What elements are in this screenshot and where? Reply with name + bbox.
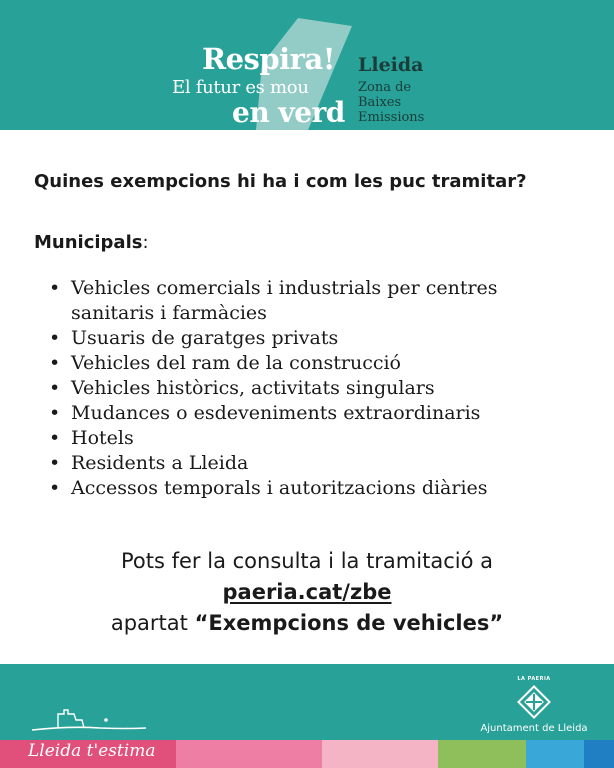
- list-item: • Residents a Lleida: [49, 451, 569, 476]
- slogan-line-3: en verd: [232, 96, 345, 129]
- header-banner: [0, 0, 614, 130]
- list-item: • Vehicles històrics, activitats singulars: [49, 376, 569, 401]
- list-item: • Accessos temporals i autoritzacions diàries: [49, 476, 569, 501]
- zone-label: [358, 80, 424, 125]
- stripe: [322, 740, 438, 768]
- list-item: • Vehicles del ram de la construcció: [49, 351, 569, 376]
- slogan-line-2: El futur es mou: [172, 77, 309, 98]
- section-suffix: :: [142, 232, 149, 253]
- stripe: [526, 740, 584, 768]
- zbe-link[interactable]: paeria.cat/zbe: [222, 580, 392, 604]
- logo-top-text: LA PAERIA: [517, 676, 551, 682]
- stripe: [438, 740, 526, 768]
- cta-line-1: Pots fer la consulta i la tramitació a: [121, 549, 493, 573]
- cta-prefix: apartat: [110, 611, 188, 635]
- list-item: • Hotels: [49, 426, 569, 451]
- list-item: • Mudances o esdeveniments extraordinaris: [49, 401, 569, 426]
- section-title: Municipals: [34, 232, 143, 253]
- lleida-skyline-icon: [30, 706, 150, 734]
- zone-label-line: Zona de: [358, 80, 412, 95]
- stripe: [584, 740, 614, 768]
- slogan-title: Respira!: [202, 42, 335, 76]
- cta-line-3: [0, 608, 614, 639]
- coat-of-arms-icon: [516, 684, 552, 720]
- list-item: • Vehicles comercials i industrials per centres sanitaris i farmàcies: [49, 276, 569, 326]
- call-to-action: [0, 546, 614, 639]
- list-item: • Usuaris de garatges privats: [49, 326, 569, 351]
- cta-section-name: “Exempcions de vehicles”: [194, 611, 504, 635]
- brand-signature: Lleida t'estima: [28, 741, 156, 761]
- exemptions-list: [49, 276, 569, 501]
- stripe: [176, 740, 322, 768]
- city-name: Lleida: [358, 54, 424, 76]
- section-heading: [34, 232, 149, 253]
- logo-name: Ajuntament de Lleida: [480, 723, 588, 734]
- question-heading: Quines exempcions hi ha i com les puc tramitar?: [34, 171, 527, 192]
- city-council-logo: [474, 676, 594, 734]
- zone-label-line: Baixes: [358, 95, 402, 110]
- zone-label-line: Emissions: [358, 110, 425, 125]
